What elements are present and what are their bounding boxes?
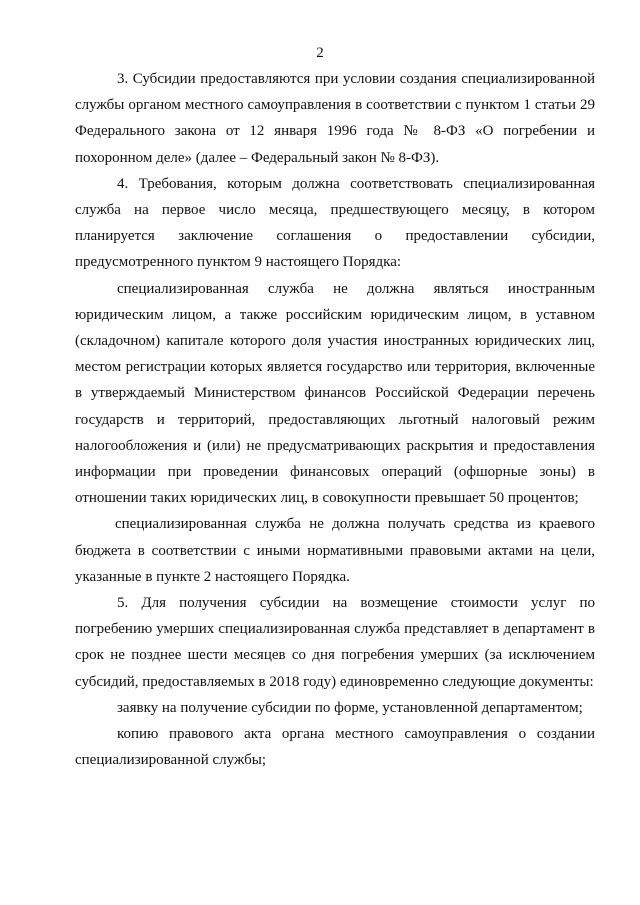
page-number: 2 (316, 45, 324, 61)
paragraph-clause-4: 4. Требования, которым должна соответствовать специализированная служба на первое число месяца, предшествующего месяцу, в котором планируется заключение соглашения о предоставлении субсидии, предусмотренного пунктом 9 настоящего Порядка: (75, 175, 595, 271)
paragraph-document-legal-act-copy: копию правового акта органа местного самоуправления о создании специализированной службы; (75, 726, 595, 769)
paragraph-requirement-no-regional-funds: специализированная служба не должна получать средства из краевого бюджета в соответствии с иными нормативными правовыми актами на цели, указанные в пункте 2 настоящего Порядка. (75, 516, 595, 585)
document-body (75, 66, 595, 773)
paragraph-clause-3: 3. Субсидии предоставляются при условии создания специализированной службы органом местного самоуправления в соответствии с пунктом 1 статьи 29 Федерального закона от 12 января 1996 года № 8-ФЗ «О погребении и похоронном деле» (далее – Федеральный закон № 8-ФЗ). (75, 71, 595, 166)
paragraph-clause-5: 5. Для получения субсидии на возмещение стоимости услуг по погребению умерших специализированная служба представляет в департамент в срок не позднее шести месяцев со дня погребения умерших (за исключением субсидий, предоставляемых в 2018 году) единовременно следующие документы: (75, 595, 595, 690)
paragraph-document-application: заявку на получение субсидии по форме, установленной департаментом; (117, 699, 583, 716)
paragraph-requirement-foreign-participation: специализированная служба не должна являться иностранным юридическим лицом, а также российским юридическим лицом, в уставном (складочном) капитале которого доля участия иностранных юридических лиц, местом регистрации которых является государство или территория, включенные в утверждаемый Министерством финансов Российской Федерации перечень государств и территорий, предоставляющих льготный налоговый режим налогообложения и (или) не предусматривающих раскрытия и предоставления информации при проведении финансовых операций (офшорные зоны) в отношении таких юридических лиц, в совокупности превышает 50 процентов; (75, 280, 595, 507)
